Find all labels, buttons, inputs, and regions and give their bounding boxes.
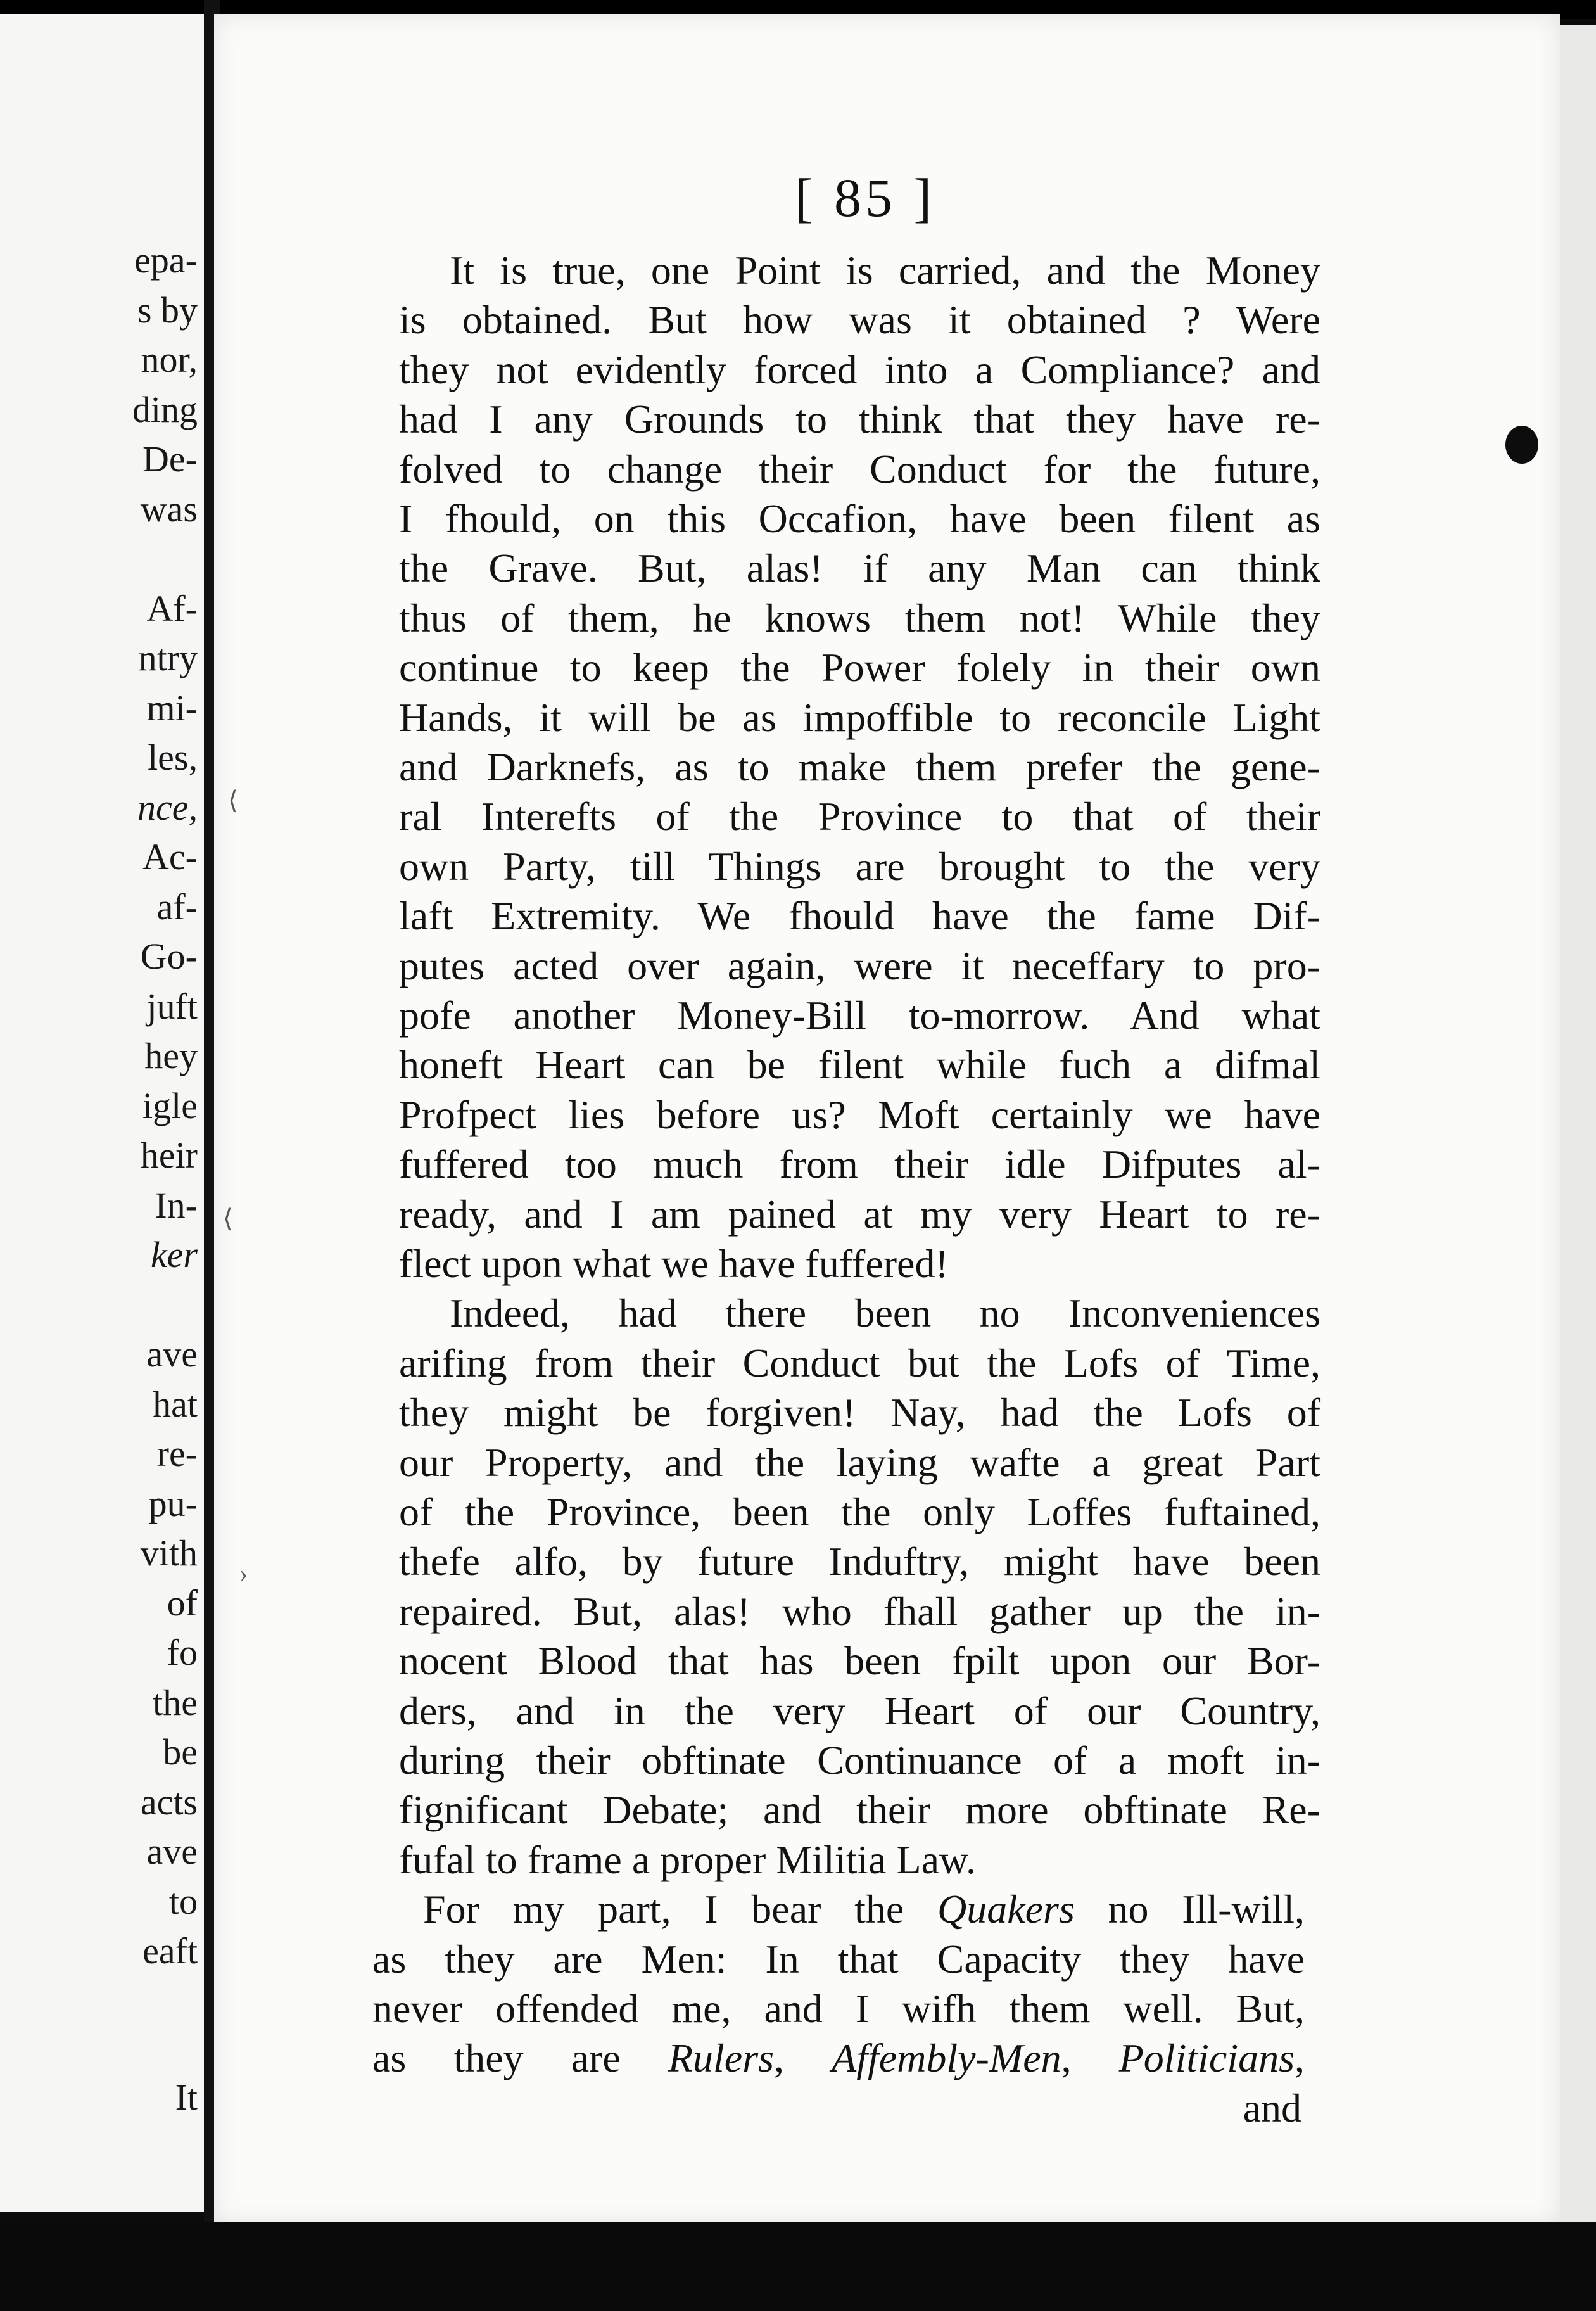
previous-page-line: acts xyxy=(140,1781,198,1823)
previous-page-line: the xyxy=(153,1681,198,1723)
previous-page-line: heir xyxy=(140,1135,198,1176)
text-line: during their obftinate Continuance of a moft in- xyxy=(399,1738,1320,1783)
text-line: ready, and I am pained at my very Heart to re- xyxy=(399,1191,1320,1237)
ink-blot xyxy=(1505,426,1538,464)
scan-mark: ⟨ xyxy=(223,1204,233,1233)
scan-mark: › xyxy=(239,1559,248,1588)
text-line: Hands, it will be as impoffible to reconcile Light xyxy=(399,694,1320,740)
previous-page-line: It xyxy=(175,2077,198,2118)
text-line: as they are Rulers, Affembly-Men, Politicians, xyxy=(372,2035,1305,2081)
page-number: [ 85 ] xyxy=(794,167,936,228)
previous-page-line: pu- xyxy=(148,1482,198,1524)
previous-page-line: igle xyxy=(142,1085,198,1126)
text-line: had I any Grounds to think that they have re- xyxy=(399,397,1320,442)
text-line: For my part, I bear the Quakers no Ill-will, xyxy=(423,1887,1305,1932)
previous-page-line: ding xyxy=(132,388,198,430)
text-line: they might be forgiven! Nay, had the Lofs of xyxy=(399,1390,1320,1436)
text-line: ral Interefts of the Province to that of their xyxy=(399,794,1320,839)
previous-page-line: nor, xyxy=(141,339,198,380)
text-line: fuffered too much from their idle Difputes al- xyxy=(399,1142,1320,1187)
text-line: of the Province, been the only Loffes fuftained, xyxy=(399,1489,1320,1534)
text-line: never offended me, and I wifh them well. But, xyxy=(372,1986,1305,2031)
text-line: putes acted over again, were it neceffary to pro- xyxy=(399,943,1320,988)
text-line: laft Extremity. We fhould have the fame Dif- xyxy=(399,893,1320,939)
text-line: arifing from their Conduct but the Lofs of Time, xyxy=(399,1340,1320,1385)
previous-page-line: mi- xyxy=(146,687,198,729)
previous-page-line: af- xyxy=(156,886,198,927)
scan-mark: ⟨ xyxy=(228,786,238,815)
previous-page-line: Af- xyxy=(146,587,198,629)
previous-page-line: ave xyxy=(146,1831,198,1872)
text-line: continue to keep the Power folely in their own xyxy=(399,645,1320,691)
text-line: and Darknefs, as to make them prefer the gene- xyxy=(399,744,1320,789)
scan-bottom-edge xyxy=(0,2222,1596,2311)
previous-page-line: De- xyxy=(142,438,198,480)
previous-page-line: Go- xyxy=(140,936,198,977)
previous-page-line: hat xyxy=(153,1383,198,1425)
text-line: thefe alfo, by future Induftry, might have been xyxy=(399,1539,1320,1584)
page-edge xyxy=(1560,25,1596,2243)
text-line: as they are Men: In that Capacity they have xyxy=(372,1936,1305,1982)
text-line: Indeed, had there been no Inconveniences xyxy=(450,1290,1320,1336)
previous-page-line: ntry xyxy=(138,637,198,678)
previous-page-line: re- xyxy=(156,1433,198,1474)
previous-page-line: s by xyxy=(137,289,198,331)
text-line: repaired. But, alas! who fhall gather up the in- xyxy=(399,1588,1320,1634)
text-line: our Property, and the laying wafte a great Part xyxy=(399,1439,1320,1485)
previous-page-line: juft xyxy=(146,985,198,1027)
previous-page-line: vith xyxy=(140,1532,198,1574)
text-line: ders, and in the very Heart of our Country, xyxy=(399,1688,1320,1733)
text-line: honeft Heart can be filent while fuch a difmal xyxy=(399,1042,1320,1088)
text-line: fignificant Debate; and their more obftinate Re- xyxy=(399,1787,1320,1833)
previous-page-line: of xyxy=(167,1582,198,1624)
previous-page-line: was xyxy=(140,488,198,530)
text-line: flect upon what we have fuffered! xyxy=(399,1241,949,1286)
previous-page-line: hey xyxy=(144,1035,198,1076)
text-line: they not evidently forced into a Compliance? and xyxy=(399,347,1320,392)
text-line: thus of them, he knows them not! While they xyxy=(399,595,1320,640)
previous-page-line: epa- xyxy=(134,239,198,281)
catchword: and xyxy=(1243,2085,1302,2130)
text-line: nocent Blood that has been fpilt upon our Bor- xyxy=(399,1638,1320,1684)
text-line: is obtained. But how was it obtained ? Were xyxy=(399,297,1320,343)
text-line: the Grave. But, alas! if any Man can think xyxy=(399,545,1320,591)
previous-page-line: nce, xyxy=(137,786,198,828)
text-line: pofe another Money-Bill to-morrow. And what xyxy=(399,993,1320,1038)
previous-page-line: eaft xyxy=(142,1930,198,1971)
previous-page-line: fo xyxy=(167,1632,198,1673)
previous-page-line: les, xyxy=(148,737,198,778)
text-line: folved to change their Conduct for the future, xyxy=(399,446,1320,492)
previous-page-line: to xyxy=(168,1880,198,1922)
previous-page-fragment xyxy=(0,14,204,2212)
previous-page-line: In- xyxy=(155,1184,198,1226)
text-line: It is true, one Point is carried, and the Money xyxy=(450,248,1320,293)
previous-page-line: ave xyxy=(146,1334,198,1375)
text-line: Profpect lies before us? Moft certainly we have xyxy=(399,1092,1320,1137)
text-line: fufal to frame a proper Militia Law. xyxy=(399,1837,977,1882)
previous-page-line: ker xyxy=(150,1234,198,1275)
previous-page-line: be xyxy=(163,1731,198,1773)
text-line: I fhould, on this Occafion, have been filent as xyxy=(399,496,1320,541)
text-line: own Party, till Things are brought to the very xyxy=(399,843,1320,889)
previous-page-line: Ac- xyxy=(142,836,198,877)
